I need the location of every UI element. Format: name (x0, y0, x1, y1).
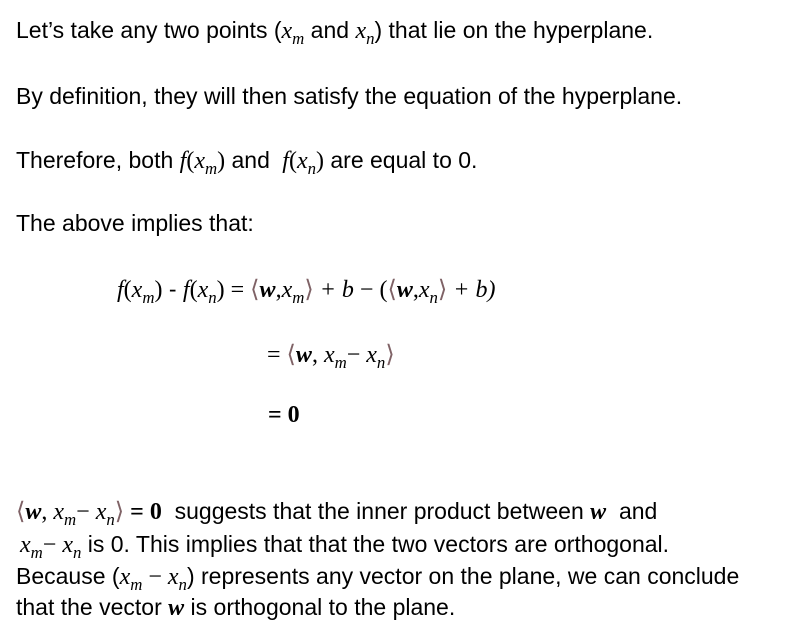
intro-text-post: ) that lie on the hyperplane. (374, 17, 654, 43)
xn-symbol: $x_n$ (355, 18, 375, 48)
conclusion-l2-xm: $x_m$ (20, 532, 43, 562)
conclusion-xm: $x_m$ (53, 499, 77, 529)
eq2-xn: $x_n$ (366, 342, 386, 372)
eq1-w-vector: w (259, 277, 276, 303)
conclusion-line-3: Because $(x_m - x_n)$ represents any vector on the plane, we can conclude (16, 563, 740, 594)
conclusion-l3-xn: $x_n$ (167, 564, 187, 594)
eq2-equals: = (267, 342, 287, 368)
equation-1: $f(x_m) - f(x_n)$ = $⟨w,x_m⟩ + b$ − $(⟨w,x_n⟩ + b)$ (117, 276, 496, 307)
definition-line: By definition, they will then satisfy the equation of the hyperplane. (16, 83, 683, 109)
f-xm-expr: $f(x_m)$ (179, 148, 226, 178)
therefore-line (16, 146, 477, 177)
conclusion-and: and (606, 498, 658, 524)
conclusion-l3-pre: Because ( (16, 563, 120, 589)
therefore-mid: and (225, 147, 277, 173)
conclusion-w-vector: w (25, 499, 42, 525)
conclusion-xn: $x_n$ (95, 499, 115, 529)
therefore-post: are equal to 0. (323, 147, 478, 173)
intro-text-pre: Let’s take any two points ( (16, 17, 282, 43)
conclusion-text-1: suggests that the inner product between (161, 498, 591, 524)
conclusion-equals-zero: = 0 (124, 499, 162, 525)
conclusion-l3-xm: $x_m$ (119, 564, 143, 594)
equation-3: = 0 (268, 402, 300, 428)
eq1-plus-b-close: + b) (447, 277, 496, 303)
eq2-xm: $x_m$ (323, 342, 347, 372)
conclusion-l4-text: is orthogonal to the plane. (184, 594, 456, 620)
equation-2: = ⟨w, $x_m-$ $x_n⟩$ (267, 342, 395, 372)
conclusion-l3-text: ) represents any vector on the plane, we can conclude (186, 563, 740, 589)
conclusion-line-4 (16, 593, 455, 622)
intro-text-mid: and (304, 17, 356, 43)
conclusion-w-inline: w (590, 499, 607, 525)
f-xn-expr: $f(x_n)$ (282, 148, 324, 178)
eq2-w-vector: w (295, 342, 312, 368)
eq1-f-xm: $f(x_m)$ (117, 277, 163, 307)
eq1-minus: - (162, 276, 183, 302)
conclusion-line-2: $x_m- x_n$ is 0. This implies that that the two vectors are orthogonal. (20, 531, 670, 562)
conclusion-l4-pre: that the vector (16, 594, 169, 620)
eq1-plus-b: + b (313, 277, 354, 303)
eq1-f-xn: $f(x_n)$ (182, 277, 225, 307)
eq1-equals: = (224, 277, 251, 303)
eq1-w-vector-2: w (396, 277, 413, 303)
conclusion-l2-text: is 0. This implies that that the two vectors are orthogonal. (81, 531, 670, 557)
therefore-pre: Therefore, both (16, 147, 180, 173)
conclusion-l4-w: w (168, 595, 185, 621)
eq1-minus-paren: − ( (353, 277, 388, 303)
eq1-xn: $x_n$ (418, 277, 438, 307)
eq1-xm: $x_m$ (281, 277, 305, 307)
conclusion-line-1: ⟨w, $x_m-$ $x_n⟩ = 0$ suggests that the inner product between w and (16, 498, 658, 529)
xm-symbol: $x_m$ (281, 18, 305, 48)
intro-line (16, 16, 653, 47)
implies-line: The above implies that: (16, 210, 254, 236)
conclusion-l2-xn: $x_n$ (62, 532, 82, 562)
